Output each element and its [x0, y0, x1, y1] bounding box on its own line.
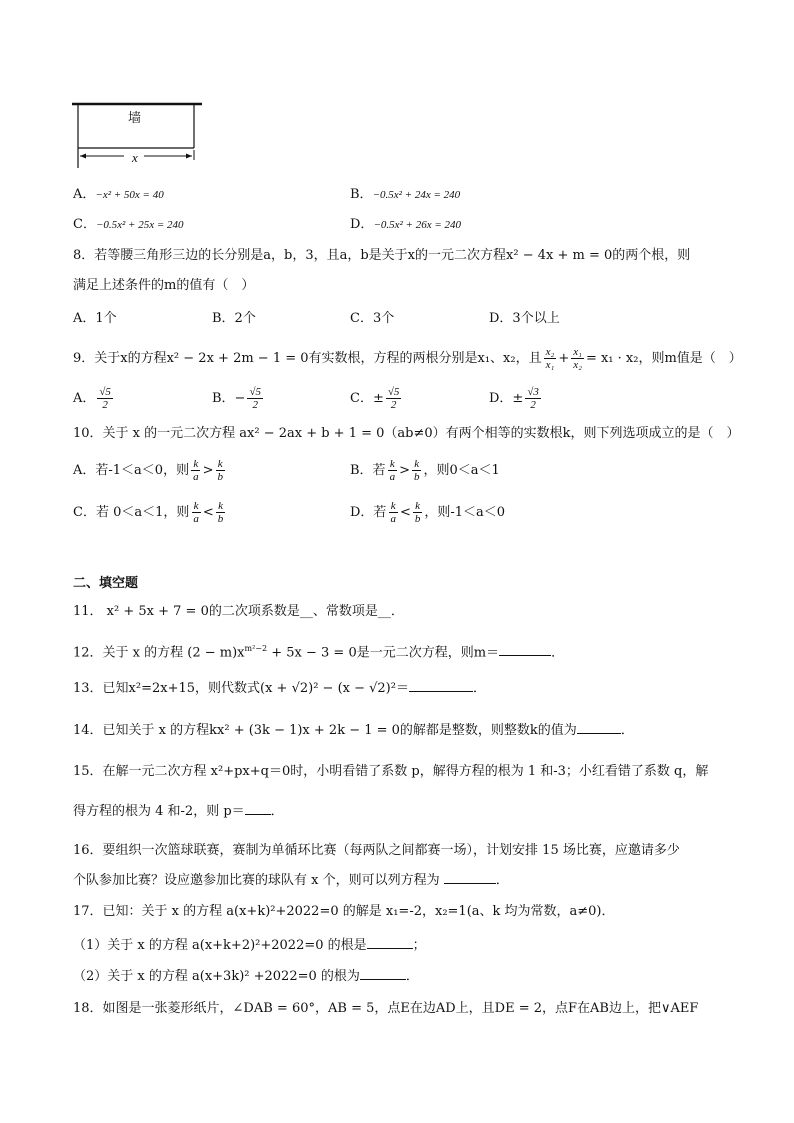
q10-stem: 10．关于 x 的一元二次方程 ax² − 2ax + b + 1 = 0（ab≠0）有两个相等的实数根k，则下列选项成立的是（ ）: [73, 426, 740, 441]
q10-option-b: B．若 $\frac{k}{a}$ > $\frac{k}{b}$ ，则0＜a＜1: [350, 458, 500, 483]
q8-option-d: D．3个以上: [489, 311, 560, 326]
fraction: $\frac{√3}{2}$: [527, 386, 539, 411]
q18: 18．如图是一张菱形纸片，∠DAB = 60°，AB = 5，点E在边AD上，且DE = 2，点F在AB边上，把∨AEF: [73, 1001, 699, 1016]
section-title: 二、填空题: [73, 576, 139, 591]
q8-option-c: C．3个: [350, 311, 395, 326]
q9-option-b: B．− $\frac{√5}{2}$: [212, 386, 261, 411]
q16-line1: 16．要组织一次篮球联赛，赛制为单循环比赛（每两队之间都赛一场），计划安排 15 场比赛，应邀请多少: [73, 843, 680, 858]
q9-option-a: A． $\frac{√5}{2}$: [73, 386, 111, 411]
q15-line2: 得方程的根为 4 和-2，则 p＝ ．: [73, 804, 284, 819]
x-label: x: [132, 150, 138, 165]
answer-blank[interactable]: [444, 871, 496, 884]
answer-blank[interactable]: [499, 643, 551, 656]
q8-line1: 8．若等腰三角形三边的长分别是a，b，3，且a，b是关于x的一元二次方程x² − 4x + m = 0的两个根，则: [73, 248, 691, 263]
fraction: $\frac{\text{x₁}}{\text{x₂}}$: [573, 346, 582, 371]
q10-option-c: C．若 0＜a＜1，则 $\frac{k}{a}$ < $\frac{k}{b}$: [73, 500, 224, 525]
q10-option-d: D．若 $\frac{k}{a}$ < $\frac{k}{b}$ ，则-1＜a＜0: [350, 500, 506, 525]
answer-blank[interactable]: [245, 802, 271, 815]
q9-stem: 9．关于x的方程x² − 2x + 2m − 1 = 0有实数根，方程的两根分别是x₁、x₂，且 $\frac{\text{x₂}}{\text{x₁}}$ + $\frac{\text{x₁}}{\text{x₂}}$ = x₁ · x₂，则m值是（ ）: [73, 346, 742, 371]
q15-line1: 15．在解一元二次方程 x²+px+q＝0时，小明看错了系数 p，解得方程的根为 1 和-3；小红看错了系数 q，解: [73, 764, 709, 779]
q8-option-a: A．1个: [73, 311, 117, 326]
fraction: $\frac{k}{a}$: [193, 458, 199, 483]
fraction: $\frac{√5}{2}$: [387, 386, 400, 411]
q13: 13．已知x²=2x+15，则代数式(x + √2)² − (x − √2)²＝ ．: [73, 681, 486, 696]
fraction: $\frac{√5}{2}$: [99, 386, 111, 411]
q10-option-a: A．若-1＜a＜0，则 $\frac{k}{a}$ > $\frac{k}{b}$: [73, 458, 223, 483]
fraction: $\frac{√5}{2}$: [249, 386, 261, 411]
q7-option-c: C．−0.5x² + 25x = 240: [73, 217, 184, 232]
answer-blank[interactable]: [367, 936, 413, 949]
q17-sub2: （2）关于 x 的方程 a(x+3k)² +2022=0 的根为 ．: [73, 969, 419, 984]
q16-line2: 个队参加比赛？设应邀参加比赛的球队有 x 个，则可以列方程为 ．: [73, 873, 509, 888]
fraction: $\frac{k}{b}$: [217, 458, 223, 483]
q7-option-d: D．−0.5x² + 26x = 240: [350, 217, 462, 232]
fraction: $\frac{k}{b}$: [414, 500, 421, 525]
q9-option-d: D．± $\frac{√3}{2}$: [489, 386, 539, 411]
q8-line2: 满足上述条件的m的值有（ ）: [73, 278, 255, 293]
q7-option-b: B．−0.5x² + 24x = 240: [350, 187, 461, 202]
wall-label: 墙: [128, 111, 142, 126]
q17-line1: 17．已知：关于 x 的方程 a(x+k)²+2022=0 的解是 x₁=-2，x₂=1(a、k 均为常数，a≠0)．: [73, 904, 615, 919]
answer-blank[interactable]: [577, 721, 621, 734]
fraction: $\frac{\text{x₂}}{\text{x₁}}$: [545, 346, 555, 371]
answer-blank[interactable]: [360, 967, 406, 980]
q11: 11． x² + 5x + 7 = 0的二次项系数是__、常数项是__．: [73, 604, 404, 619]
q17-sub1: （1）关于 x 的方程 a(x+k+2)²+2022=0 的根是 ；: [73, 938, 426, 953]
q7-option-a: A．−x² + 50x = 40: [73, 187, 164, 202]
fraction: $\frac{k}{b}$: [217, 500, 224, 525]
fraction: $\frac{k}{a}$: [193, 500, 199, 525]
fraction: $\frac{k}{a}$: [390, 500, 396, 525]
q12: 12．关于 x 的方程 $(2 - m)x^{m^2-2} + 5x - 3 = 0$是一元二次方程，则m＝ ．: [73, 644, 565, 661]
q8-option-b: B．2个: [212, 311, 256, 326]
fraction: $\frac{k}{a}$: [389, 458, 396, 483]
q14: 14．已知关于 x 的方程kx² + (3k − 1)x + 2k − 1 = 0的解都是整数，则整数k的值为 ．: [73, 723, 634, 738]
fraction: $\frac{k}{b}$: [413, 458, 420, 483]
answer-blank[interactable]: [409, 679, 473, 692]
q9-option-c: C．± $\frac{√5}{2}$: [350, 386, 400, 411]
